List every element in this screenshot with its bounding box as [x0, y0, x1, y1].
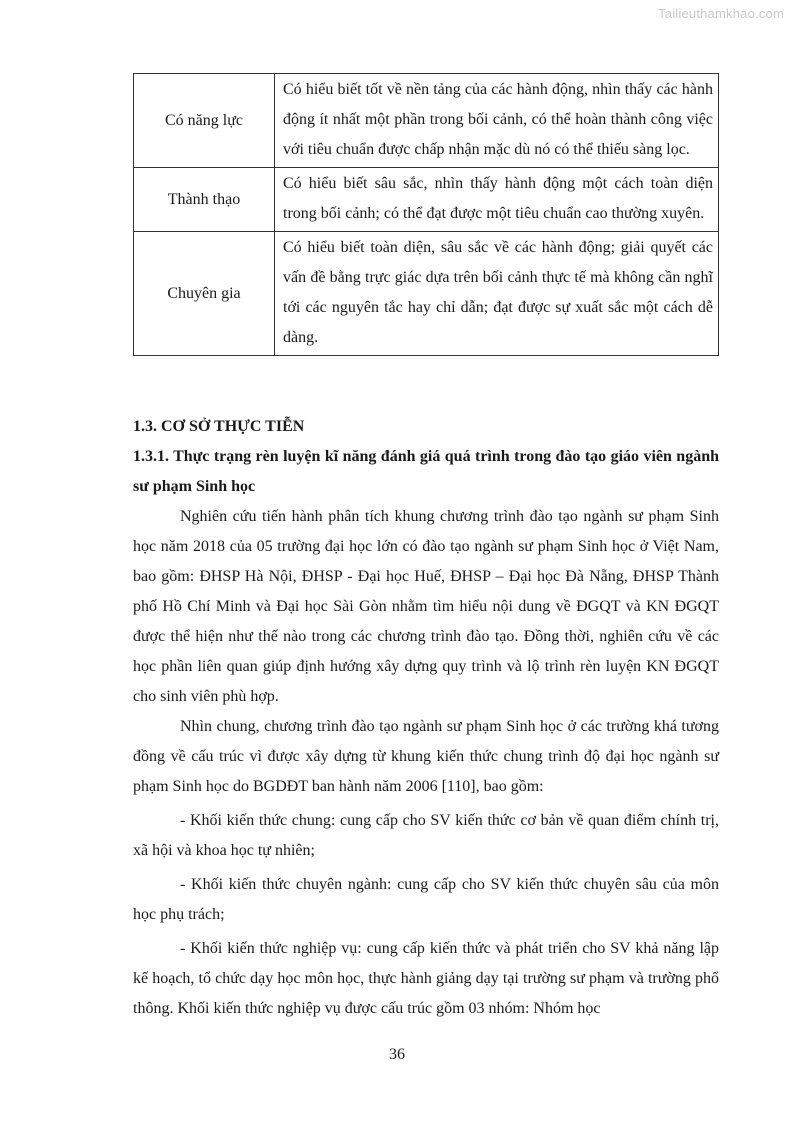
level-description: Có hiểu biết tốt về nền tảng của các hành động, nhìn thấy các hành động ít nhất một phần trong bối cảnh, có thể hoàn thành công việc với tiêu chuẩn được chấp nhận mặc dù nó có thể thiếu sàng lọc.: [275, 74, 719, 168]
proficiency-levels-table: [133, 73, 719, 356]
subsection-heading: 1.3.1. Thực trạng rèn luyện kĩ năng đánh giá quá trình trong đào tạo giáo viên ngành sư phạm Sinh học: [133, 448, 719, 495]
bullet-item: - Khối kiến thức chuyên ngành: cung cấp cho SV kiến thức chuyên sâu của môn học phụ trách;: [133, 876, 719, 923]
bullet-item: - Khối kiến thức nghiệp vụ: cung cấp kiến thức và phát triển cho SV khả năng lập kế hoạch, tổ chức dạy học môn học, thực hành giảng dạy tại trường sư phạm và trường phổ thông. Khối kiến thức nghiệp vụ được cấu trúc gồm 03 nhóm: Nhóm học: [133, 940, 719, 1017]
paragraph: Nghiên cứu tiến hành phân tích khung chương trình đào tạo ngành sư phạm Sinh học năm 2018 của 05 trường đại học lớn có đào tạo ngành sư phạm Sinh học ở Việt Nam, bao gồm: ĐHSP Hà Nội, ĐHSP - Đại học Huế, ĐHSP – Đại học Đà Nẵng, ĐHSP Thành phố Hồ Chí Minh và Đại học Sài Gòn nhằm tìm hiểu nội dung về ĐGQT và KN ĐGQT được thể hiện như thế nào trong các chương trình đào tạo. Đồng thời, nghiên cứu về các học phần liên quan giúp định hướng xây dựng quy trình và lộ trình rèn luyện KN ĐGQT cho sinh viên phù hợp.: [133, 508, 719, 705]
section-heading: 1.3. CƠ SỞ THỰC TIỄN: [133, 418, 305, 435]
page-body: [133, 412, 719, 1024]
level-name: Chuyên gia: [134, 232, 275, 356]
page-number: 36: [389, 1046, 405, 1063]
paragraph: Nhìn chung, chương trình đào tạo ngành sư phạm Sinh học ở các trường khá tương đồng về cấu trúc vì được xây dựng từ khung kiến thức chung trình độ đại học ngành sư phạm Sinh học do BGDĐT ban hành năm 2006 [110], bao gồm:: [133, 718, 719, 795]
watermark: Tailieuthamkhao.com: [658, 6, 784, 21]
level-name: Thành thạo: [134, 168, 275, 232]
table-row: [134, 74, 719, 168]
level-description: Có hiểu biết sâu sắc, nhìn thấy hành động một cách toàn diện trong bối cảnh; có thể đạt được một tiêu chuẩn cao thường xuyên.: [275, 168, 719, 232]
level-description: Có hiểu biết toàn diện, sâu sắc về các hành động; giải quyết các vấn đề bằng trực giác dựa trên bối cảnh thực tế mà không cần nghĩ tới các nguyên tắc hay chỉ dẫn; đạt được sự xuất sắc một cách dễ dàng.: [275, 232, 719, 356]
level-name: Có năng lực: [134, 74, 275, 168]
table-row: [134, 168, 719, 232]
bullet-item: - Khối kiến thức chung: cung cấp cho SV kiến thức cơ bản về quan điểm chính trị, xã hội và khoa học tự nhiên;: [133, 812, 719, 859]
table-row: [134, 232, 719, 356]
